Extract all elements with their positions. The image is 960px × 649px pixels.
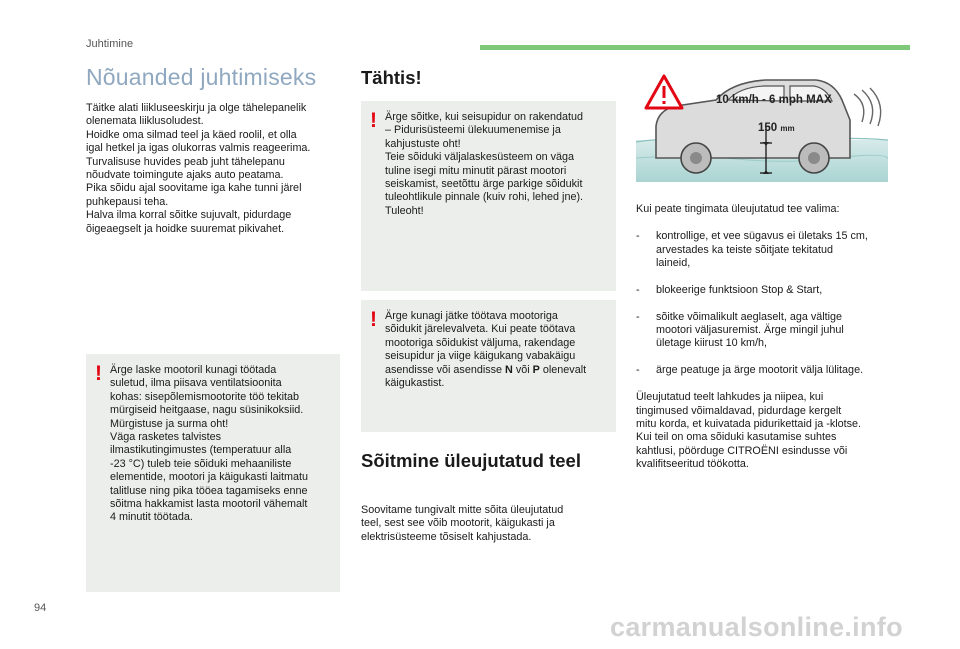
- warning-exclamation-icon: !: [370, 308, 377, 331]
- page-title: Nõuanded juhtimiseks: [86, 64, 317, 90]
- list-item: - kontrollige, et vee sügavus ei ületaks 15 cm, arvestades ka teiste sõitjate tekitatud laineid,: [636, 230, 868, 270]
- warning-box-ventilation: [86, 354, 340, 592]
- watermark: carmanualsonline.info: [610, 612, 903, 642]
- warning-box-unattended: [361, 300, 616, 432]
- flooded-road-instructions: [636, 190, 906, 485]
- warning-exclamation-icon: !: [95, 362, 102, 385]
- important-heading: Tähtis!: [361, 67, 422, 88]
- instructions-intro: Kui peate tingimata üleujutatud tee valima:: [636, 203, 840, 216]
- list-item: - sõitke võimalikult aeglaselt, aga vältige mootori väljasuremist. Ärge mingil juhul ületage kiirust 10 km/h,: [636, 310, 844, 350]
- warning-text: Ärge kunagi jätke töötava mootoriga sõidukit järelevalveta. Kui peate töötava mootoriga sõidukist väljuma, rakendage seisupidur ja viige käigukang vabakäigu asendisse või asendisse N või P olenevalt käigukastist.: [385, 310, 587, 390]
- warning-text: Ärge sõitke, kui seisupidur on rakendatud – Pidurisüsteemi ülekuumenemise ja kahjustuste oht! Teie sõiduki väljalaskesüsteem on väga tuline isegi mitu minutit pärast mootori seiskamist, seetõttu ärge parkige sõidukit tuleohtlikule pinnale (kuiv rohi, lehed jne). Tuleoht!: [385, 111, 584, 217]
- depth-label: 150 mm: [758, 122, 795, 134]
- driving-advice-text: Täitke alati liikluseeskirju ja olge tähelepanelik olenemata liiklusoludest. Hoidke oma silmad teel ja käed roolil, et olla igal hetkel ja igas olukorras valmis reageerima. Turvalisuse huvides peab juht tähelepanu nõudvate toimingute ajaks auto peatama. Pika sõidu ajal soovitame iga kahe tunni järel puhkepausi teha. Halva ilma korral sõitke sujuvalt, pidurdage õigeaegselt ja hoidke suuremat pikivahet.: [86, 102, 311, 235]
- instructions-outro: Üleujutatud teelt lahkudes ja niipea, kui tingimused võimaldavad, pidurdage kergelt mitu korda, et kuivatada pidurikettaid ja -klotse. Kui teil on oma sõiduki kasutamise suhtes kahtlusi, pöörduge CITROËNI esindusse või kvalifitseeritud töökotta.: [636, 391, 862, 471]
- list-item: - ärge peatuge ja ärge mootorit välja lülitage.: [636, 364, 864, 377]
- motion-lines: [854, 88, 881, 126]
- speed-limit-label: 10 km/h - 6 mph MAX: [716, 94, 832, 106]
- list-item: - blokeerige funktsioon Stop & Start,: [636, 283, 823, 296]
- section-label: Juhtimine: [86, 38, 134, 50]
- flooded-road-heading: Sõitmine üleujutatud teel: [361, 450, 581, 471]
- flooded-road-illustration: [636, 70, 888, 182]
- section-accent-bar: [480, 45, 910, 50]
- warning-exclamation-icon: !: [370, 109, 377, 132]
- flooded-road-text: Soovitame tungivalt mitte sõita üleujutatud teel, sest see võib mootorit, käigukasti ja elektrisüsteeme tõsiselt kahjustada.: [361, 504, 564, 543]
- warning-box-parking-brake: [361, 101, 616, 291]
- page-number: 94: [34, 602, 47, 614]
- warning-text: Ärge laske mootoril kunagi töötada suletud, ilma piisava ventilatsioonita kohas: sisepõlemismootorite töö tekitab mürgiseid heitgaase, nagu süsinikoksiid. Mürgistuse ja surma oht! Väga rasketes talvistes ilmastikutingimustes (temperatuur alla -23 °C) tuleb teie sõiduki mehaaniliste elementide, mootori ja käigukasti laitmatu talitluse ning pika tööea tagamiseks enne sõitma hakkamist lasta mootoril vähemalt 4 minutit töötada.: [110, 364, 309, 524]
